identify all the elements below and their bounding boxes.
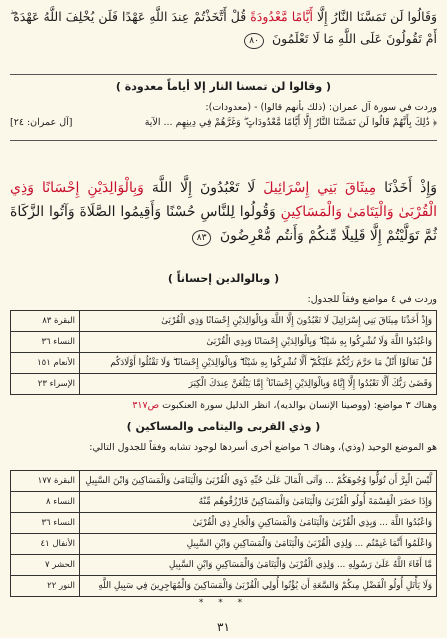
table-cell-text: مَّا أَفَاءَ اللَّهُ عَلَىٰ رَسُولِهِ ... وَلِذِي الْقُرْبَىٰ وَالْيَتَامَىٰ وَالْمَسَاكِينِ وَابْنِ السَّبِيلِ [80, 555, 437, 576]
table-row [11, 492, 437, 513]
section-heading-2: ( وبالوالدين إحساناً ) [167, 272, 280, 285]
verse-80-part-a: وَقَالُوا لَن تَمَسَّنَا النَّارُ إِلَّا [317, 9, 437, 24]
table-cell-ref: الأنفال ٤١ [11, 534, 80, 555]
table-cell-text: قُلْ تَعَالَوْا أَتْلُ مَا حَرَّمَ رَبُّكُمْ عَلَيْكُمْ ۖ أَلَّا تُشْرِكُوا بِهِ شَيْئًا ۖ وَبِالْوَالِدَيْنِ إِحْسَانًا ۖ وَلَا تَقْتُلُوا أَوْلَادَكُم [80, 353, 437, 374]
divider [10, 74, 437, 75]
table-cell-text: وَإِذْ أَخَذْنَا مِيثَاقَ بَنِي إِسْرَائِيلَ لَا تَعْبُدُونَ إِلَّا اللَّهَ وَبِالْوَالِدَيْنِ إِحْسَانًا وَذِي الْقُرْبَىٰ [80, 311, 437, 332]
verse-80-part-c: قُلْ أَتَّخَذْتُمْ عِندَ اللَّهِ عَهْدًا فَلَن يُخْلِفَ اللَّهُ عَهْدَهُ ۖ أَمْ تَقُولُونَ عَلَى اللَّهِ مَا لَا تَعْلَمُونَ [10, 9, 437, 46]
table-row [11, 353, 437, 374]
table-cell-ref: النساء ٣٦ [11, 513, 80, 534]
table-row [11, 534, 437, 555]
table-cell-text: وَاعْلَمُوا أَنَّمَا غَنِمْتُم ... وَلِذِي الْقُرْبَىٰ وَالْيَتَامَىٰ وَالْمَسَاكِينِ وَابْنِ السَّبِيلِ [80, 534, 437, 555]
table-cell-text: وَاعْبُدُوا اللَّهَ ... وَبِذِي الْقُرْبَىٰ وَالْيَتَامَىٰ وَالْمَسَاكِينِ وَالْجَارِ ذِي الْقُرْبَىٰ [80, 513, 437, 534]
verse-83-part-a: وَإِذْ أَخَذْنَا [384, 180, 438, 196]
verse-83-highlight-1: مِيثَاقَ بَنِي إِسْرَائِيلَ [263, 180, 377, 196]
table-row [11, 311, 437, 332]
table-cell-text: وَلَا يَأْتَلِ أُولُو الْفَضْلِ مِنكُمْ وَالسَّعَةِ أَن يُؤْتُوا أُولِي الْقُرْبَىٰ وَالْمَسَاكِينَ وَالْمُهَاجِرِينَ فِي سَبِيلِ اللَّهِ [80, 576, 437, 597]
table-row [11, 555, 437, 576]
note-page-ref: ص٣١٧ [132, 400, 160, 411]
note-text: وهناك ٣ مواضع: (ووصينا الإنسان بوالديه)، انظر الدليل سورة العنكبوت [162, 400, 437, 411]
page-number: ٣١ [217, 620, 230, 634]
table-cell-text: وَإِذَا حَضَرَ الْقِسْمَةَ أُولُو الْقُرْبَىٰ وَالْيَتَامَىٰ وَالْمَسَاكِينُ فَارْزُقُوهُم مِّنْهُ [80, 492, 437, 513]
verse-80 [10, 6, 437, 50]
quote-reference: [آل عمران: ٢٤] [10, 117, 73, 128]
table-cell-ref: النساء ٣٦ [11, 332, 80, 353]
table-row [11, 576, 437, 597]
section-2-note [10, 398, 437, 413]
section-1-text [10, 100, 437, 130]
table-cell-text: وَاعْبُدُوا اللَّهَ وَلَا تُشْرِكُوا بِهِ شَيْئًا ۖ وَبِالْوَالِدَيْنِ إِحْسَانًا وَبِذِي الْقُرْبَىٰ [80, 332, 437, 353]
table-cell-ref: الحشر ٧ [11, 555, 80, 576]
section-heading-1: ( وقالوا لن تمسنا النار إلا أياماً معدودة ) [115, 80, 332, 93]
divider [10, 140, 437, 141]
section-1-line-1: وردت في سورة آل عمران: (ذلك بأنهم قالوا) - (معدودات): [205, 102, 437, 113]
verse-83 [10, 176, 437, 248]
verse-83-part-c: لَا تَعْبُدُونَ إِلَّا اللَّهَ [151, 180, 256, 196]
verse-number-80: ٨٠ [244, 33, 264, 49]
verse-83-highlight-2: وَبِالْوَالِدَيْنِ إِحْسَانًا وَذِي الْقُرْبَىٰ [10, 180, 437, 220]
table-1 [10, 310, 437, 395]
table-row [11, 374, 437, 395]
table-cell-ref: النور ٢٢ [11, 576, 80, 597]
quote-text: ﴿ ذَٰلِكَ بِأَنَّهُمْ قَالُوا لَن تَمَسَّنَا النَّارُ إِلَّا أَيَّامًا مَّعْدُودَاتٍ ۖ وَغَرَّهُمْ فِي دِينِهِم ... الآية [144, 117, 437, 128]
table-2 [10, 470, 437, 597]
verse-83-highlight-3: وَالْيَتَامَىٰ وَالْمَسَاكِينِ [280, 204, 394, 220]
section-2-intro: وردت في ٤ مواضع وفقاً للجدول: [307, 294, 437, 305]
stars-divider: * * * [198, 598, 249, 608]
section-heading-3: ( وذي القربى واليتامى والمساكين ) [126, 420, 321, 433]
table-cell-ref: البقرة ١٧٧ [11, 471, 80, 492]
table-cell-ref: النساء ٨ [11, 492, 80, 513]
verse-number-83: ٨٣ [192, 230, 212, 246]
table-row [11, 513, 437, 534]
table-cell-ref: البقرة ٨٣ [11, 311, 80, 332]
table-cell-text: وَقَضَىٰ رَبُّكَ أَلَّا تَعْبُدُوا إِلَّا إِيَّاهُ وَبِالْوَالِدَيْنِ إِحْسَانًا ۚ إِمَّا يَبْلُغَنَّ عِندَكَ الْكِبَرَ [80, 374, 437, 395]
section-3-intro: هو الموضع الوحيد (وذي)، وهناك ٦ مواضع أخرى أسردها لوجود تشابه وفقاً للجدول التالي: [89, 442, 437, 453]
table-cell-ref: الأنعام ١٥١ [11, 353, 80, 374]
table-row [11, 471, 437, 492]
table-cell-ref: الإسراء ٢٣ [11, 374, 80, 395]
table-row [11, 332, 437, 353]
table-cell-text: لَّيْسَ الْبِرَّ أَن تُوَلُّوا وُجُوهَكُمْ ... وَآتَى الْمَالَ عَلَىٰ حُبِّهِ ذَوِي الْقُرْبَىٰ وَالْيَتَامَىٰ وَالْمَسَاكِينَ وَابْنَ السَّبِيلِ [80, 471, 437, 492]
verse-83-part-f: وَقُولُوا لِلنَّاسِ حُسْنًا وَأَقِيمُوا الصَّلَاةَ وَآتُوا الزَّكَاةَ ثُمَّ تَوَلَّيْتُمْ إِلَّا قَلِيلًا مِّنكُمْ وَأَنتُم مُّعْرِضُونَ [10, 204, 437, 244]
verse-80-highlight: أَيَّامًا مَّعْدُودَةً [250, 9, 313, 24]
section-1-quote [10, 115, 437, 130]
